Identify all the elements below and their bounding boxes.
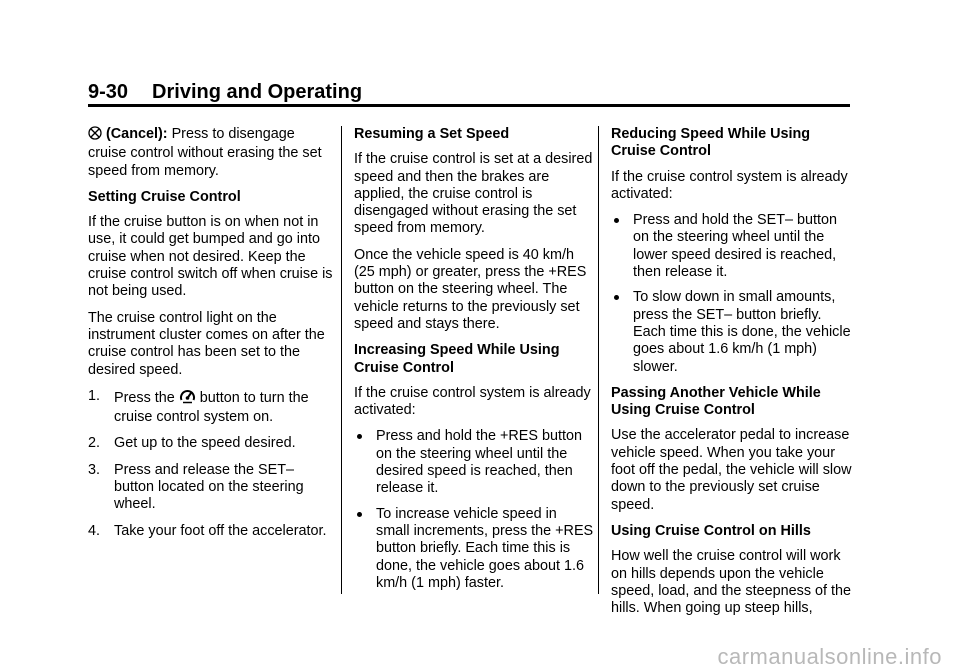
bullet-icon: [357, 434, 362, 439]
bullet-text: To slow down in small amounts, press the SET– button briefly. Each time this is done, the vehicle goes about 1.6 km/h (1 mph) slower.: [633, 289, 851, 375]
cruise-speedometer-icon: [179, 388, 196, 409]
step-text-after: button to turn the cruise control system on.: [114, 389, 309, 426]
list-item: [354, 506, 594, 592]
passing-heading: Passing Another Vehicle While Using Cruise Control: [611, 384, 821, 419]
hills-paragraph: How well the cruise control will work on hills depends upon the vehicle speed, load, and the steepness of the hills. When going up steep hills,: [611, 548, 852, 617]
resuming-paragraph-1: If the cruise control is set at a desired speed and then the brakes are applied, the cruise control is disengaged without erasing the set speed from memory.: [354, 151, 593, 237]
page-header: [88, 80, 362, 104]
step-text: Press and release the SET– button located on the steering wheel.: [114, 461, 304, 513]
section-title: Driving and Operating: [152, 81, 363, 103]
list-item: [611, 212, 856, 281]
cancel-circle-x-icon: [88, 126, 102, 145]
column-divider-1: [341, 126, 342, 594]
bullet-icon: [357, 512, 362, 517]
increasing-intro: If the cruise control system is already activated:: [354, 384, 591, 419]
increasing-heading: Increasing Speed While Using Cruise Control: [354, 342, 560, 376]
passing-paragraph: Use the accelerator pedal to increase vehicle speed. When you take your foot off the pedal, the vehicle will slow down to the previously set cruise speed.: [611, 427, 852, 513]
resuming-heading: Resuming a Set Speed: [354, 126, 510, 142]
list-item: [354, 428, 594, 497]
hills-heading: Using Cruise Control on Hills: [611, 522, 811, 539]
step-number: 4.: [88, 522, 101, 539]
setting-steps: [88, 388, 333, 540]
step-item: [88, 388, 333, 427]
step-number: 3.: [88, 461, 101, 478]
step-number: 1.: [88, 387, 101, 404]
bullet-text: Press and hold the +RES button on the steering wheel until the desired speed is reached, then release it.: [376, 428, 583, 497]
column-1: [88, 126, 333, 549]
step-item: [88, 523, 333, 540]
step-text: Get up to the speed desired.: [114, 435, 296, 452]
page-number: 9-30: [88, 81, 129, 103]
column-divider-2: [598, 126, 599, 594]
bullet-icon: [614, 295, 619, 300]
resuming-paragraph-2: Once the vehicle speed is 40 km/h (25 mph) or greater, press the +RES button on the steering wheel. The vehicle returns to the previously set speed and stays there.: [354, 246, 587, 332]
column-2: [354, 126, 594, 601]
step-number: 2.: [88, 435, 101, 452]
setting-paragraph-2: The cruise control light on the instrument cluster comes on after the cruise control has been set to the desired speed.: [88, 309, 325, 378]
step-text-before: Press the: [114, 389, 175, 406]
column-3: [611, 126, 856, 626]
reducing-heading: Reducing Speed While Using Cruise Control: [611, 126, 811, 160]
cancel-text: Press to disengage cruise control without erasing the set speed from memory.: [88, 126, 322, 179]
cancel-paragraph: [88, 126, 333, 180]
step-text: Take your foot off the accelerator.: [114, 522, 327, 539]
cancel-term: (Cancel):: [106, 126, 168, 142]
header-rule: [88, 104, 850, 107]
increasing-bullets: [354, 428, 594, 592]
watermark: carmanualsonline.info: [717, 644, 942, 669]
step-item: [88, 462, 333, 514]
reducing-bullets: [611, 212, 856, 376]
setting-paragraph-1: If the cruise button is on when not in use, it could get bumped and go into cruise when not desired. Keep the cruise control switch off when cruise is not being used.: [88, 214, 333, 300]
step-item: [88, 435, 333, 452]
setting-heading: Setting Cruise Control: [88, 188, 241, 205]
bullet-icon: [614, 218, 619, 223]
bullet-text: Press and hold the SET– button on the steering wheel until the lower speed desired is reached, then release it.: [633, 212, 837, 281]
list-item: [611, 289, 856, 375]
bullet-text: To increase vehicle speed in small increments, press the +RES button briefly. Each time this is done, the vehicle goes about 1.6 km/h (1 mph) faster.: [376, 505, 594, 591]
reducing-intro: If the cruise control system is already activated:: [611, 168, 848, 202]
